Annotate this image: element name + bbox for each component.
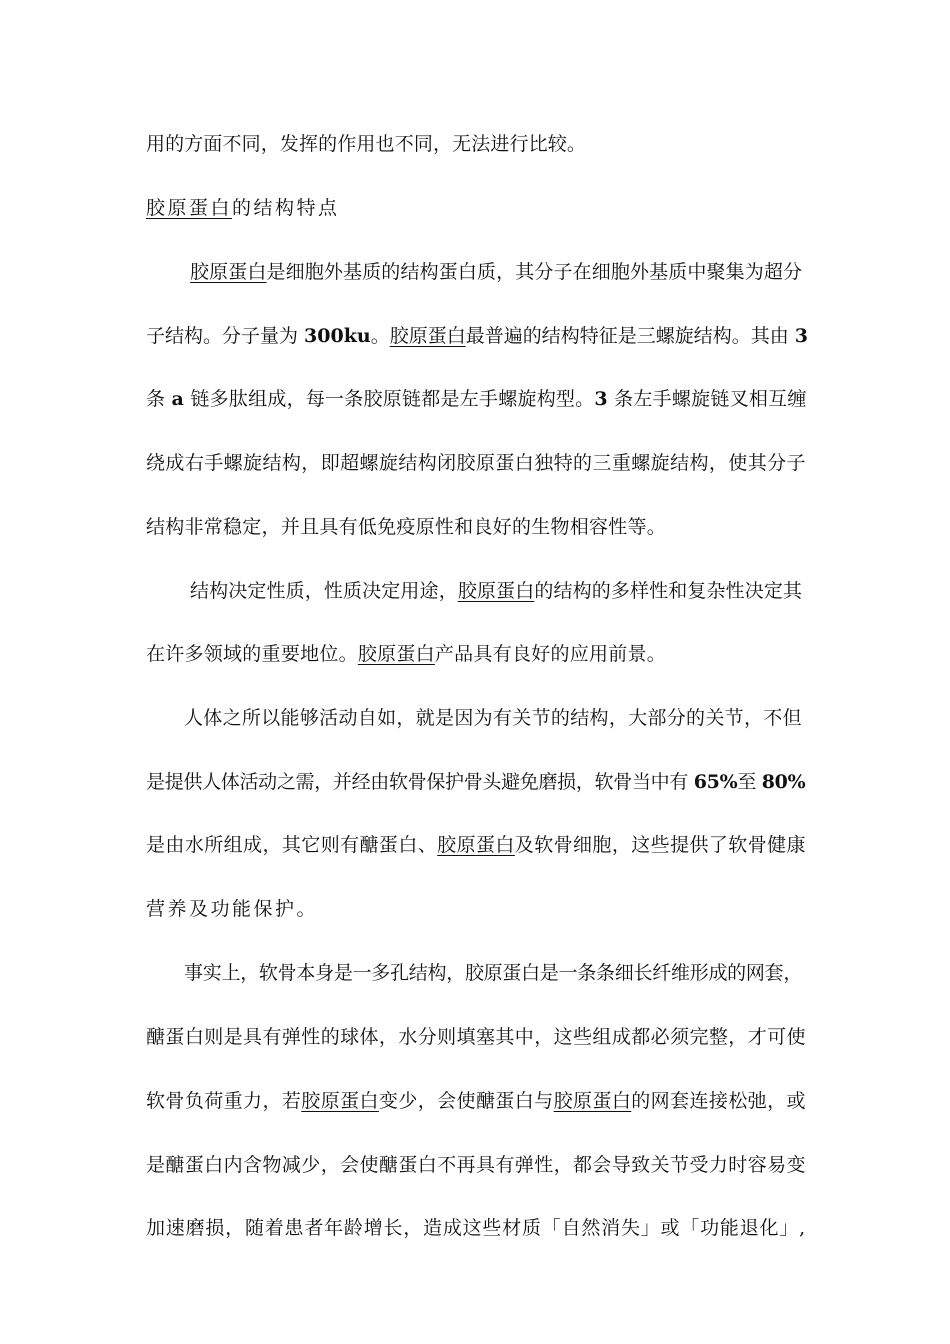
text-run: 是醣蛋白内含物减少，会使醣蛋白不再具有弹性，都会导致关节受力时容易变 (146, 1154, 806, 1176)
text-run: 人体之所以能够活动自如，就是因为有关节的结构，大部分的关节，不但 (184, 707, 802, 729)
bold-number: 300ku (304, 325, 371, 347)
text-run: 是提供人体活动之需，并经由软骨保护骨头避免磨损，软骨当中有 (146, 771, 694, 793)
text-run: 加速磨损，随着患者年龄增长，造成这些材质「自然消失」或「功能退化」, (146, 1217, 806, 1239)
keyword-link[interactable]: 胶原蛋白 (301, 1090, 379, 1112)
body-line (146, 1025, 806, 1049)
text-run: 的结构的多样性和复杂性决定其 (534, 580, 803, 602)
bold-number: 3 (594, 388, 608, 410)
body-line (146, 833, 806, 857)
text-run: 用的方面不同，发挥的作用也不同，无法进行比较。 (146, 133, 586, 155)
text-run: 条 (146, 388, 172, 410)
body-line (146, 1216, 806, 1240)
keyword-link[interactable]: 胶原蛋白 (357, 643, 435, 665)
text-run: 醣蛋白则是具有弹性的球体，水分则填塞其中，这些组成都必须完整，才可使 (146, 1026, 806, 1048)
section-heading (146, 196, 340, 220)
text-run: 结构决定性质，性质决定用途， (190, 580, 458, 602)
body-line (146, 451, 806, 475)
keyword-link[interactable]: 胶原蛋白 (389, 325, 466, 347)
text-run: 营养及功能保护。 (146, 898, 319, 920)
keyword-link[interactable]: 胶原蛋白 (190, 261, 267, 283)
bold-number: 65% (693, 771, 738, 793)
text-run: 的网套连接松弛，或 (631, 1090, 806, 1112)
text-run: 链多肽组成，每一条胶原链都是左手螺旋构型。 (184, 388, 595, 410)
body-line (146, 324, 808, 348)
bold-letter: a (171, 388, 185, 410)
text-run: 及软骨细胞，这些提供了软骨健康 (514, 834, 806, 856)
body-line (146, 770, 805, 794)
text-run: 绕成右手螺旋结构，即超螺旋结构闭胶原蛋白独特的三重螺旋结构，使其分子 (146, 452, 806, 474)
text-run: 是由水所组成，其它则有醣蛋白、 (146, 834, 438, 856)
body-line (146, 387, 807, 411)
keyword-link[interactable]: 胶原蛋白 (553, 1090, 632, 1112)
body-line (146, 642, 666, 666)
body-line (146, 1153, 806, 1177)
text-run: 。 (370, 325, 390, 347)
text-run: 结构非常稳定，并且具有低免疫原性和良好的生物相容性等。 (146, 516, 667, 538)
bold-number: 3 (794, 325, 808, 347)
text-run: 是细胞外基质的结构蛋白质，其分子在细胞外基质中聚集为超分 (266, 261, 803, 283)
keyword-link[interactable]: 胶原蛋白 (457, 580, 535, 602)
body-line (146, 132, 586, 156)
text-run: 的结构特点 (232, 197, 340, 219)
body-line (146, 1089, 806, 1113)
text-run: 最普遍的结构特征是三螺旋结构。其由 (465, 325, 795, 347)
bold-number: 80% (761, 771, 806, 793)
keyword-link[interactable]: 胶原蛋白 (437, 834, 515, 856)
body-line (146, 515, 666, 539)
text-run: 产品具有良好的应用前景。 (434, 643, 667, 665)
text-run: 变少，会使醣蛋白与 (378, 1090, 554, 1112)
keyword-link[interactable]: 胶原蛋白 (146, 197, 233, 219)
text-run: 子结构。分子量为 (146, 325, 305, 347)
text-run: 在许多领域的重要地位。 (146, 643, 358, 665)
body-line (146, 897, 318, 921)
text-run: 事实上，软骨本身是一多孔结构，胶原蛋白是一条条细长纤维形成的网套， (184, 962, 803, 984)
body-line (184, 961, 802, 985)
text-run: 条左手螺旋链叉相互缠 (607, 388, 807, 410)
text-run: 软骨负荷重力，若 (146, 1090, 302, 1112)
body-line (184, 706, 802, 730)
body-line (190, 579, 802, 603)
body-line (190, 260, 802, 284)
text-run: 至 (737, 771, 762, 793)
